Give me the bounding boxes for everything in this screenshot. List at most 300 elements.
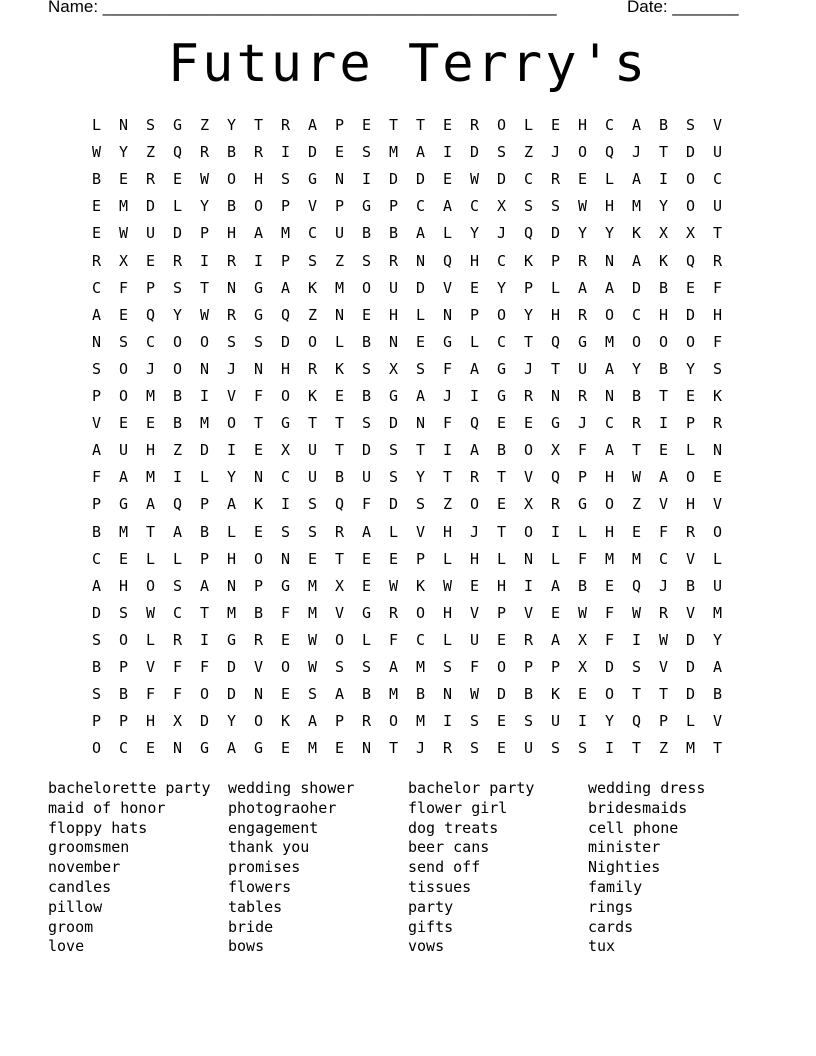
grid-letter: B — [253, 603, 264, 622]
grid-letter: V — [685, 603, 696, 622]
grid-letter: V — [226, 387, 237, 405]
grid-letter: S — [172, 576, 183, 595]
grid-letter: E — [658, 441, 669, 460]
grid-letter: I — [280, 495, 291, 514]
grid-letter: G — [496, 387, 507, 405]
grid-letter: A — [550, 576, 561, 595]
grid-letter: L — [712, 549, 723, 568]
grid-letter: S — [172, 278, 183, 297]
word-list-item: bridesmaids — [588, 798, 688, 817]
grid-letter: U — [307, 468, 318, 487]
grid-letter: Y — [658, 197, 669, 216]
grid-letter: E — [91, 197, 102, 216]
grid-letter: A — [226, 495, 237, 514]
grid-letter: G — [253, 305, 264, 324]
grid-letter: U — [145, 224, 156, 243]
grid-letter: U — [361, 468, 372, 487]
grid-letter: B — [523, 685, 534, 704]
word-column — [228, 779, 408, 957]
grid-letter: H — [226, 549, 237, 568]
grid-letter: N — [550, 387, 561, 405]
grid-letter: O — [145, 576, 156, 595]
grid-letter: L — [226, 522, 237, 541]
grid-letter: E — [604, 576, 615, 595]
grid-letter: X — [496, 197, 507, 216]
grid-letter: B — [172, 387, 183, 405]
grid-letter: S — [388, 441, 399, 460]
grid-letter: D — [388, 414, 399, 433]
word-list-item: flowers — [228, 877, 292, 896]
grid-row — [83, 438, 733, 465]
grid-letter: F — [253, 387, 264, 405]
grid-letter: G — [172, 116, 183, 134]
grid-letter: E — [496, 739, 507, 758]
grid-letter: H — [712, 305, 723, 324]
grid-letter: O — [91, 739, 102, 758]
grid-letter: D — [415, 278, 426, 297]
grid-letter: N — [253, 359, 264, 378]
grid-letter: K — [550, 685, 561, 704]
word-list-item: pillow — [48, 897, 103, 916]
grid-letter: U — [307, 441, 318, 460]
grid-letter: A — [199, 576, 210, 595]
grid-letter: H — [496, 576, 507, 595]
grid-letter: B — [91, 522, 102, 541]
grid-letter: N — [604, 251, 615, 270]
grid-letter: R — [226, 305, 237, 324]
word-list-item: Nighties — [588, 858, 661, 877]
word-list-item: wedding shower — [228, 779, 355, 797]
grid-letter: D — [415, 170, 426, 189]
grid-letter: S — [118, 332, 129, 351]
grid-letter: N — [712, 441, 723, 460]
grid-letter: P — [91, 387, 102, 405]
grid-letter: E — [685, 387, 696, 405]
grid-letter: R — [658, 603, 669, 622]
grid-letter: P — [334, 712, 345, 731]
grid-letter: N — [253, 685, 264, 704]
grid-letter: W — [577, 197, 588, 216]
grid-letter: R — [172, 630, 183, 649]
grid-letter: G — [280, 414, 291, 433]
grid-letter: C — [496, 251, 507, 270]
grid-letter: O — [118, 387, 129, 405]
grid-letter: K — [658, 251, 669, 270]
grid-letter: W — [469, 170, 480, 189]
grid-letter: Z — [334, 251, 345, 270]
grid-letter: I — [280, 143, 291, 162]
grid-letter: F — [442, 359, 453, 378]
grid-letter: L — [685, 441, 696, 460]
grid-letter: R — [172, 251, 183, 270]
grid-letter: P — [577, 468, 588, 487]
grid-letter: T — [550, 359, 561, 378]
grid-letter: O — [226, 170, 237, 189]
grid-letter: B — [658, 116, 669, 134]
grid-letter: V — [523, 603, 534, 622]
grid-letter: U — [334, 224, 345, 243]
grid-letter: B — [712, 685, 723, 704]
grid-letter: J — [631, 143, 642, 162]
grid-letter: G — [361, 603, 372, 622]
grid-letter: P — [91, 712, 102, 731]
grid-letter: M — [388, 685, 399, 704]
grid-letter: P — [334, 197, 345, 216]
grid-letter: D — [631, 278, 642, 297]
grid-letter: H — [469, 251, 480, 270]
grid-letter: B — [226, 143, 237, 162]
grid-letter: V — [712, 712, 723, 731]
grid-letter: Y — [685, 359, 696, 378]
grid-letter: V — [145, 658, 156, 676]
grid-letter: U — [469, 630, 480, 649]
grid-letter: V — [523, 468, 534, 487]
grid-letter: F — [469, 658, 480, 676]
grid-letter: A — [469, 359, 480, 378]
grid-letter: E — [334, 739, 345, 758]
grid-letter: X — [388, 359, 399, 378]
grid-row — [83, 655, 733, 682]
word-list-item: beer cans — [408, 838, 490, 857]
grid-letter: G — [577, 495, 588, 514]
grid-letter: L — [604, 170, 615, 189]
grid-letter: F — [604, 603, 615, 622]
grid-letter: C — [415, 630, 426, 649]
grid-letter: K — [712, 387, 723, 405]
grid-letter: P — [469, 305, 480, 324]
grid-letter: R — [199, 143, 210, 162]
grid-letter: T — [496, 468, 507, 487]
grid-row — [83, 384, 733, 411]
grid-letter: S — [523, 197, 534, 216]
grid-letter: S — [415, 359, 426, 378]
grid-letter: A — [604, 278, 615, 297]
grid-letter: G — [280, 576, 291, 595]
grid-row — [83, 682, 733, 709]
grid-letter: O — [604, 685, 615, 704]
grid-letter: L — [145, 549, 156, 568]
grid-letter: W — [91, 143, 102, 162]
grid-letter: Y — [226, 712, 237, 731]
grid-letter: K — [307, 387, 318, 405]
grid-letter: P — [550, 251, 561, 270]
grid-letter: N — [280, 549, 291, 568]
grid-letter: N — [523, 549, 534, 568]
grid-letter: I — [361, 170, 372, 189]
grid-letter: Y — [712, 630, 723, 649]
grid-letter: S — [388, 468, 399, 487]
grid-letter: A — [118, 468, 129, 487]
grid-letter: D — [91, 603, 102, 622]
grid-letter: B — [388, 224, 399, 243]
grid-letter: S — [361, 251, 372, 270]
grid-letter: W — [199, 305, 210, 324]
grid-letter: W — [577, 603, 588, 622]
grid-letter: L — [442, 549, 453, 568]
grid-letter: R — [388, 603, 399, 622]
grid-letter: Q — [469, 414, 480, 433]
grid-letter: B — [334, 468, 345, 487]
grid-letter: P — [253, 576, 264, 595]
grid-letter: C — [280, 468, 291, 487]
grid-letter: E — [361, 576, 372, 595]
grid-letter: B — [415, 685, 426, 704]
grid-letter: H — [145, 712, 156, 731]
grid-letter: M — [604, 332, 615, 351]
word-list-item: maid of honor — [48, 798, 166, 817]
grid-letter: M — [307, 576, 318, 595]
word-list-item: engagement — [228, 818, 319, 837]
word-list-item: rings — [588, 897, 634, 916]
grid-letter: I — [658, 170, 669, 189]
grid-letter: R — [577, 305, 588, 324]
grid-letter: B — [496, 441, 507, 460]
grid-letter: O — [658, 332, 669, 351]
grid-letter: J — [550, 143, 561, 162]
grid-letter: A — [712, 658, 723, 676]
grid-letter: N — [91, 332, 102, 351]
grid-letter: A — [91, 576, 102, 595]
word-list-item: tables — [228, 897, 283, 916]
grid-letter: Y — [199, 197, 210, 216]
grid-letter: O — [118, 630, 129, 649]
grid-letter: Q — [145, 305, 156, 324]
grid-letter: V — [658, 495, 669, 514]
grid-letter: O — [631, 332, 642, 351]
grid-row — [83, 113, 733, 140]
grid-letter: E — [550, 116, 561, 134]
date-field-label: Date: _______ — [627, 0, 739, 16]
grid-letter: N — [415, 414, 426, 433]
grid-letter: M — [226, 603, 237, 622]
grid-letter: X — [658, 224, 669, 243]
grid-letter: Y — [604, 224, 615, 243]
grid-letter: H — [226, 224, 237, 243]
grid-letter: C — [604, 116, 615, 134]
grid-letter: R — [685, 522, 696, 541]
word-list-item: love — [48, 937, 85, 956]
grid-letter: D — [604, 658, 615, 676]
grid-letter: S — [415, 495, 426, 514]
grid-letter: L — [388, 522, 399, 541]
grid-letter: R — [523, 387, 534, 405]
grid-letter: P — [118, 712, 129, 731]
grid-letter: R — [145, 170, 156, 189]
grid-letter: Z — [658, 739, 669, 758]
word-list-item: party — [408, 897, 454, 916]
word-list-item: cards — [588, 917, 634, 936]
grid-letter: F — [577, 549, 588, 568]
grid-letter: M — [685, 739, 696, 758]
grid-letter: B — [361, 332, 372, 351]
grid-letter: B — [361, 685, 372, 704]
grid-letter: D — [280, 332, 291, 351]
grid-row — [83, 330, 733, 357]
grid-letter: D — [226, 685, 237, 704]
grid-letter: P — [199, 224, 210, 243]
grid-letter: P — [199, 549, 210, 568]
grid-letter: A — [172, 522, 183, 541]
grid-letter: T — [658, 143, 669, 162]
grid-letter: L — [415, 305, 426, 324]
grid-letter: U — [577, 359, 588, 378]
word-list-item: vows — [408, 937, 445, 956]
grid-letter: A — [334, 685, 345, 704]
grid-letter: R — [523, 630, 534, 649]
grid-letter: T — [631, 685, 642, 704]
grid-row — [83, 194, 733, 221]
grid-letter: A — [415, 224, 426, 243]
grid-letter: S — [118, 603, 129, 622]
grid-letter: T — [631, 739, 642, 758]
grid-row — [83, 492, 733, 519]
grid-letter: E — [172, 170, 183, 189]
grid-letter: O — [685, 468, 696, 487]
grid-letter: Z — [172, 441, 183, 460]
grid-letter: T — [334, 549, 345, 568]
grid-letter: N — [172, 739, 183, 758]
grid-row — [83, 303, 733, 330]
grid-letter: S — [307, 495, 318, 514]
grid-letter: E — [577, 170, 588, 189]
grid-letter: Q — [172, 143, 183, 162]
grid-letter: A — [415, 143, 426, 162]
grid-letter: A — [631, 251, 642, 270]
puzzle-title: Future Terry's — [167, 34, 649, 94]
grid-letter: O — [577, 143, 588, 162]
grid-letter: S — [307, 251, 318, 270]
grid-letter: S — [91, 359, 102, 378]
grid-letter: V — [307, 197, 318, 216]
grid-letter: A — [307, 116, 318, 134]
grid-letter: R — [550, 495, 561, 514]
grid-letter: A — [280, 278, 291, 297]
grid-letter: M — [307, 603, 318, 622]
grid-letter: E — [334, 387, 345, 405]
grid-letter: L — [496, 549, 507, 568]
grid-row — [83, 601, 733, 628]
grid-letter: H — [145, 441, 156, 460]
grid-letter: Z — [145, 143, 156, 162]
grid-letter: A — [631, 170, 642, 189]
grid-letter: E — [361, 549, 372, 568]
grid-letter: R — [712, 414, 723, 433]
grid-letter: O — [361, 278, 372, 297]
grid-letter: R — [226, 251, 237, 270]
grid-letter: T — [307, 414, 318, 433]
grid-letter: S — [253, 332, 264, 351]
grid-letter: H — [604, 522, 615, 541]
grid-letter: O — [307, 332, 318, 351]
grid-letter: E — [442, 170, 453, 189]
grid-letter: Q — [280, 305, 291, 324]
grid-letter: M — [415, 658, 426, 676]
grid-letter: M — [415, 712, 426, 731]
grid-letter: N — [442, 685, 453, 704]
grid-letter: J — [145, 359, 156, 378]
grid-letter: M — [631, 197, 642, 216]
grid-letter: L — [550, 278, 561, 297]
grid-letter: D — [388, 495, 399, 514]
grid-letter: J — [523, 359, 534, 378]
grid-letter: O — [253, 197, 264, 216]
grid-letter: P — [685, 414, 696, 433]
grid-letter: D — [145, 197, 156, 216]
grid-row — [83, 574, 733, 601]
grid-letter: G — [388, 387, 399, 405]
grid-letter: O — [334, 630, 345, 649]
worksheet-header — [0, 0, 816, 24]
grid-letter: X — [172, 712, 183, 731]
grid-letter: U — [118, 441, 129, 460]
grid-letter: G — [361, 197, 372, 216]
grid-row — [83, 628, 733, 655]
grid-letter: O — [496, 116, 507, 134]
grid-letter: Q — [523, 224, 534, 243]
grid-letter: G — [550, 414, 561, 433]
grid-letter: Q — [631, 712, 642, 731]
grid-letter: M — [118, 197, 129, 216]
grid-letter: E — [334, 143, 345, 162]
grid-letter: Y — [604, 712, 615, 731]
grid-letter: I — [253, 251, 264, 270]
grid-letter: L — [685, 712, 696, 731]
grid-row — [83, 140, 733, 167]
grid-letter: E — [91, 224, 102, 243]
grid-letter: E — [469, 278, 480, 297]
grid-letter: W — [631, 468, 642, 487]
word-column — [48, 779, 228, 957]
grid-letter: C — [523, 170, 534, 189]
grid-letter: C — [469, 197, 480, 216]
grid-letter: T — [199, 603, 210, 622]
grid-letter: B — [172, 414, 183, 433]
grid-letter: H — [604, 197, 615, 216]
grid-letter: O — [253, 549, 264, 568]
grid-letter: R — [442, 739, 453, 758]
grid-letter: M — [199, 414, 210, 433]
grid-letter: Y — [226, 116, 237, 134]
grid-letter: S — [712, 359, 723, 378]
grid-letter: E — [631, 522, 642, 541]
grid-letter: J — [469, 522, 480, 541]
word-list-item: bride — [228, 917, 274, 936]
grid-letter: M — [145, 387, 156, 405]
grid-letter: B — [118, 685, 129, 704]
grid-letter: Q — [604, 143, 615, 162]
grid-letter: L — [523, 116, 534, 134]
grid-letter: W — [307, 630, 318, 649]
name-field-label: Name: ________________________________________________ — [48, 0, 557, 16]
grid-letter: L — [442, 630, 453, 649]
grid-letter: T — [712, 739, 723, 758]
grid-letter: I — [469, 387, 480, 405]
grid-letter: S — [361, 658, 372, 676]
grid-letter: E — [280, 685, 291, 704]
grid-letter: O — [199, 685, 210, 704]
grid-letter: C — [118, 739, 129, 758]
grid-letter: X — [577, 630, 588, 649]
word-list-item: tux — [588, 937, 616, 956]
grid-letter: K — [280, 712, 291, 731]
grid-letter: D — [685, 685, 696, 704]
grid-letter: N — [253, 468, 264, 487]
grid-letter: R — [712, 251, 723, 270]
grid-letter: S — [91, 685, 102, 704]
grid-letter: W — [388, 576, 399, 595]
grid-letter: Q — [550, 468, 561, 487]
grid-letter: E — [253, 522, 264, 541]
